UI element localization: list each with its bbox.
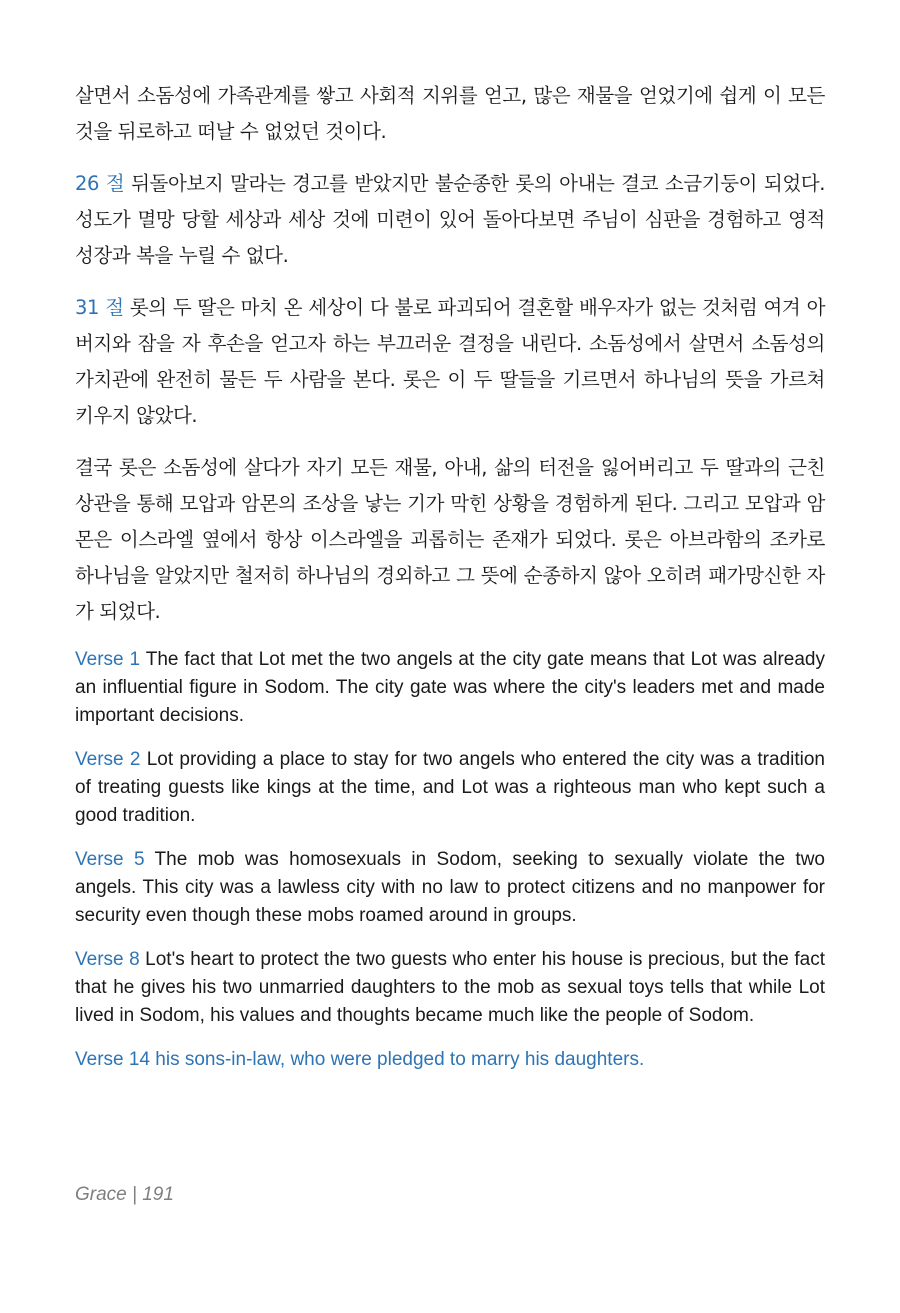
paragraph-text: Lot's heart to protect the two guests who enter his house is precious, but the fact that he gives his two unmarried daughters to the mob as sexual toys tells that while Lot lived in Sodom, his values and thoughts became much like the people of Sodom. [75,949,825,1026]
paragraph-text: 결국 롯은 소돔성에 살다가 자기 모든 재물, 아내, 삶의 터전을 잃어버리고 두 딸과의 근친상관을 통해 모압과 암몬의 조상을 낳는 기가 막힌 상황을 경험하게 된다. 그리고 모압과 암몬은 이스라엘 옆에서 항상 이스라엘을 괴롭히는 존재가 되었다. 롯은 아브라함의 조카로 하나님을 알았지만 철저히 하나님의 경외하고 그 뜻에 순종하지 않아 오히려 패가망신한 자가 되었다. [75,456,825,623]
paragraph-verse-26 [75,166,825,274]
paragraph-text: The mob was homosexuals in Sodom, seeking to sexually violate the two angels. This city was a lawless city with no law to protect citizens and no manpower for security even though these mobs roamed around in groups. [75,849,825,926]
paragraph-verse-8 [75,946,825,1030]
page-body [75,78,825,1090]
verse-ref: Verse 5 [75,849,145,870]
paragraph [75,450,825,630]
paragraph-verse-14 [75,1046,825,1074]
paragraph-verse-2 [75,746,825,830]
paragraph [75,78,825,150]
paragraph-verse-1 [75,646,825,730]
paragraph-text: 뒤돌아보지 말라는 경고를 받았지만 불순종한 롯의 아내는 결코 소금기둥이 되었다. 성도가 멸망 당할 세상과 세상 것에 미련이 있어 돌아다보면 주님이 심판을 경험하고 영적 성장과 복을 누릴 수 없다. [75,172,825,267]
paragraph-text: Verse 14 his sons-in-law, who were pledged to marry his daughters. [75,1049,645,1070]
verse-ref: 31 절 [75,296,124,319]
page-footer: Grace | 191 [75,1184,174,1205]
paragraph-verse-5 [75,846,825,930]
verse-ref: Verse 1 [75,649,141,670]
paragraph-text: 살면서 소돔성에 가족관계를 쌓고 사회적 지위를 얻고, 많은 재물을 얻었기에 쉽게 이 모든 것을 뒤로하고 떠날 수 없었던 것이다. [75,84,825,143]
paragraph-text: The fact that Lot met the two angels at the city gate means that Lot was already an influential figure in Sodom. The city gate was where the city's leaders met and made important decisions. [75,649,825,726]
paragraph-text: 롯의 두 딸은 마치 온 세상이 다 불로 파괴되어 결혼할 배우자가 없는 것처럼 여겨 아버지와 잠을 자 후손을 얻고자 하는 부끄러운 결정을 내린다. 소돔성에서 살면서 소돔성의 가치관에 완전히 물든 두 사람을 본다. 롯은 이 두 딸들을 기르면서 하나님의 뜻을 가르쳐 키우지 않았다. [75,296,826,427]
verse-ref: 26 절 [75,172,125,195]
verse-ref: Verse 2 [75,749,141,770]
paragraph-text: Lot providing a place to stay for two angels who entered the city was a tradition of treating guests like kings at the time, and Lot was a righteous man who kept such a good tradition. [75,749,825,826]
paragraph-verse-31 [75,290,825,434]
verse-ref: Verse 8 [75,949,140,970]
